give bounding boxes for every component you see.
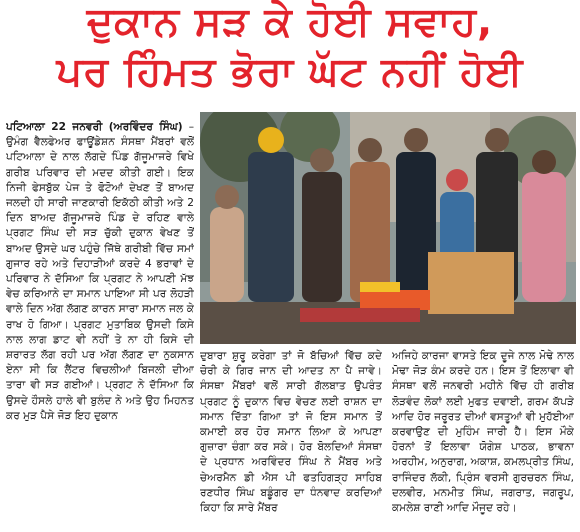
article-column-2: ਦੁਬਾਰਾ ਸ਼ੁਰੂ ਕਰੇਗਾ ਤਾਂ ਜੋ ਬੱਚਿਆਂ ਵਿੱਚ ਕਦੇ ਚੋਰੀ ਕੇ ਗਿਰ ਜਾਨ ਦੀ ਆਦਤ ਨਾ ਪੈ ਜਾਵੇ। ਸੰਸਥਾ ਮੈਂਬਰਾਂ ਵਲੋਂ ਸਾਰੀ ਗੱਲਬਾਤ ਉਪਰੰਤ ਪ੍ਰਗਟ ਨੂੰ ਦੁਕਾਨ ਵਿਚ ਵੇਚਣ ਲਈ ਰਾਸ਼ਨ ਦਾ ਸਮਾਨ ਦਿੱਤਾ ਗਿਆ ਤਾਂ ਜੋ ਇਸ ਸਮਾਨ ਤੋਂ ਕਮਾਈ ਕਰ ਹੋਰ ਸਮਾਨ ਲਿਆ ਕੇ ਆਪਣਾ ਗੁਜ਼ਾਰਾ ਚੰਗਾ ਕਰ ਸਕੇ। ਹੋਰ ਬੋਲਦਿਆਂ ਸੰਸਥਾ ਦੇ ਪ੍ਰਧਾਨ ਅਰਵਿੰਦਰ ਸਿੰਘ ਨੇ ਮੈਂਬਰ ਅਤੇ ਚੇਅਰਮੈਨ ਡੀ ਐਸ ਪੀ ਫਤਹਿਗੜ੍ਹ ਸਾਹਿਬ ਰਣਧੀਰ ਸਿੰਘ ਬਡੂੰਗਰ ਦਾ ਧੰਨਵਾਦ ਕਰਦਿਆਂ ਕਿਹਾ ਕਿ ਸਾਰੇ ਮੈਂਬਰ bbox=[200, 350, 382, 515]
group-photo-illustration bbox=[200, 112, 576, 344]
headline-line-1: ਦੁਕਾਨ ਸੜ ਕੇ ਹੋਈ ਸਵਾਹ, bbox=[86, 0, 494, 45]
article-column-3: ਅਜਿਹੇ ਕਾਰਜਾ ਵਾਸਤੇ ਇਕ ਦੂਜੇ ਨਾਲ ਮੋਢੇ ਨਾਲ ਮੋਢਾ ਜੋੜ ਕੰਮ ਕਰਦੇ ਹਨ। ਇਸ ਤੋਂ ਇਲਾਵਾ ਵੀ ਸੰਸਥਾ ਵਲੋਂ ਜਨਵਰੀ ਮਹੀਨੇ ਵਿੱਚ ਹੀ ਗਰੀਬ ਲੋੜਵੰਦ ਲੋਕਾਂ ਲਈ ਮੁਫਤ ਦਵਾਈ, ਗਰਮ ਕੱਪੜੇ ਆਦਿ ਹੋਰ ਜਰੂਰਤ ਦੀਆਂ ਵਸਤੂਆਂ ਵੀ ਮੁਹੱਈਆ ਕਰਵਾਉਣ ਦੀ ਮੁਹਿੰਮ ਜਾਰੀ ਹੈ। ਇਸ ਮੌਕੇ ਹੋਰਨਾਂ ਤੋਂ ਇਲਾਵਾ ਯੋਗੇਸ਼ ਪਾਠਕ, ਭਾਵਨਾ ਅਰਹੀਮ, ਅਨੁਰਾਗ, ਅਕਾਸ਼, ਕਮਲਪ੍ਰੀਤ ਸਿੰਘ, ਰਾਜਿੰਦਰ ਲੱਕੀ, ਪ੍ਰਿੰਸ ਵਰਸੀ ਗੁਰਚਰਨ ਸਿੰਘ, ਦਲਵੀਰ, ਮਨਮੀਤ ਸਿੰਘ, ਜਗਰਾਤ, ਜਗਰੂਪ, ਕਮਲੇਸ਼ ਰਾਣੀ ਆਦਿ ਮੌਜੂਦ ਰਹੇ। bbox=[392, 350, 574, 515]
dateline: ਪਟਿਆਲਾ 22 ਜਨਵਰੀ (ਅਰਵਿੰਦਰ ਸਿੰਘ) bbox=[6, 121, 183, 133]
ration-box bbox=[428, 252, 514, 314]
headline-line-2: ਪਰ ਹਿੰਮਤ ਭੋਰਾ ਘੱਟ ਨਹੀਂ ਹੋਈ bbox=[56, 49, 524, 95]
news-photo bbox=[200, 112, 576, 344]
article-column-1 bbox=[6, 120, 194, 530]
article-text-1: – ਉਮੰਗ ਵੈਲਫੇਅਰ ਫਾਊਂਡੇਸ਼ਨ ਸੰਸਥਾ ਮੈਂਬਰਾਂ ਵਲੋਂ ਪਟਿਆਲਾ ਦੇ ਨਾਲ ਲੱਗਦੇ ਪਿੰਡ ਗੱਜੂਮਾਜਰੇ ਵਿਖੇ ਗਰੀਬ ਪਰਿਵਾਰ ਦੀ ਮਦਦ ਕੀਤੀ ਗਈ। ਇਕ ਨਿਜੀ ਫੇਸਬੁੱਕ ਪੇਜ ਤੇ ਫੋਟੋਆਂ ਦੇਖਣ ਤੋਂ ਬਾਅਦ ਜਲਦੀ ਹੀ ਸਾਰੀ ਜਾਣਕਾਰੀ ਇਕੱਠੀ ਕੀਤੀ ਅਤੇ 2 ਦਿਨ ਬਾਅਦ ਗੱਜੂਮਾਜਰੇ ਪਿੰਡ ਦੇ ਰਹਿਣ ਵਾਲੇ ਪ੍ਰਗਟ ਸਿੰਘ ਦੀ ਸੜ ਚੁੱਕੀ ਦੁਕਾਨ ਵੇਖਣ ਤੋਂ ਬਾਅਦ ਉਸਦੇ ਘਰ ਪਹੁੰਚੇ ਜਿੱਥੇ ਗਰੀਬੀ ਵਿੱਚ ਸਮਾਂ ਗੁਜਾਰ ਰਹੇ ਅਤੇ ਦਿਹਾੜੀਆਂ ਕਰਦੇ 4 ਭਰਾਵਾਂ ਦੇ ਪਰਿਵਾਰ ਨੇ ਦੱਸਿਆ ਕਿ ਪ੍ਰਗਟ ਨੇ ਆਪਣੀ ਮੱਝ ਵੇਚ ਕਰਿਆਨੇ ਦਾ ਸਮਾਨ ਪਾਇਆ ਸੀ ਪਰ ਲੋਹੜੀ ਵਾਲੇ ਦਿਨ ਅੱਗ ਲੱਗਣ ਕਾਰਨ ਸਾਰਾ ਸਮਾਨ ਜਲ ਕੇ ਰਾਖ ਹੋ ਗਿਆ। ਪ੍ਰਗਟ ਮੁਤਾਬਿਕ ਉਸਦੀ ਕਿਸੇ ਨਾਲ ਲਾਗ ਡਾਟ ਵੀ ਨਹੀਂ ਤੇ ਨਾ ਹੀ ਕਿਸੇ ਦੀ ਸ਼ਰਾਰਤ ਲੱਗ ਰਹੀ ਪਰ ਅੱਗ ਲੱਗਣ ਦਾ ਨੁਕਸਾਨ ਏਨਾ ਸੀ ਕਿ ਲੈਂਟਰ ਵਿਚਲੀਆਂ ਬਿਜਲੀ ਦੀਆ ਤਾਰਾ ਵੀ ਸੜ ਗਈਆਂ। ਪ੍ਰਗਟ ਨੇ ਦੱਸਿਆ ਕਿ ਉਸਦੇ ਹੌਸਲੇ ਹਾਲੇ ਵੀ ਬੁਲੰਦ ਨੇ ਅਤੇ ਉਹ ਮਿਹਨਤ ਕਰ ਮੁੜ ਪੈਸੇ ਜੋੜ ਇਹ ਦੁਕਾਨ bbox=[6, 121, 194, 422]
